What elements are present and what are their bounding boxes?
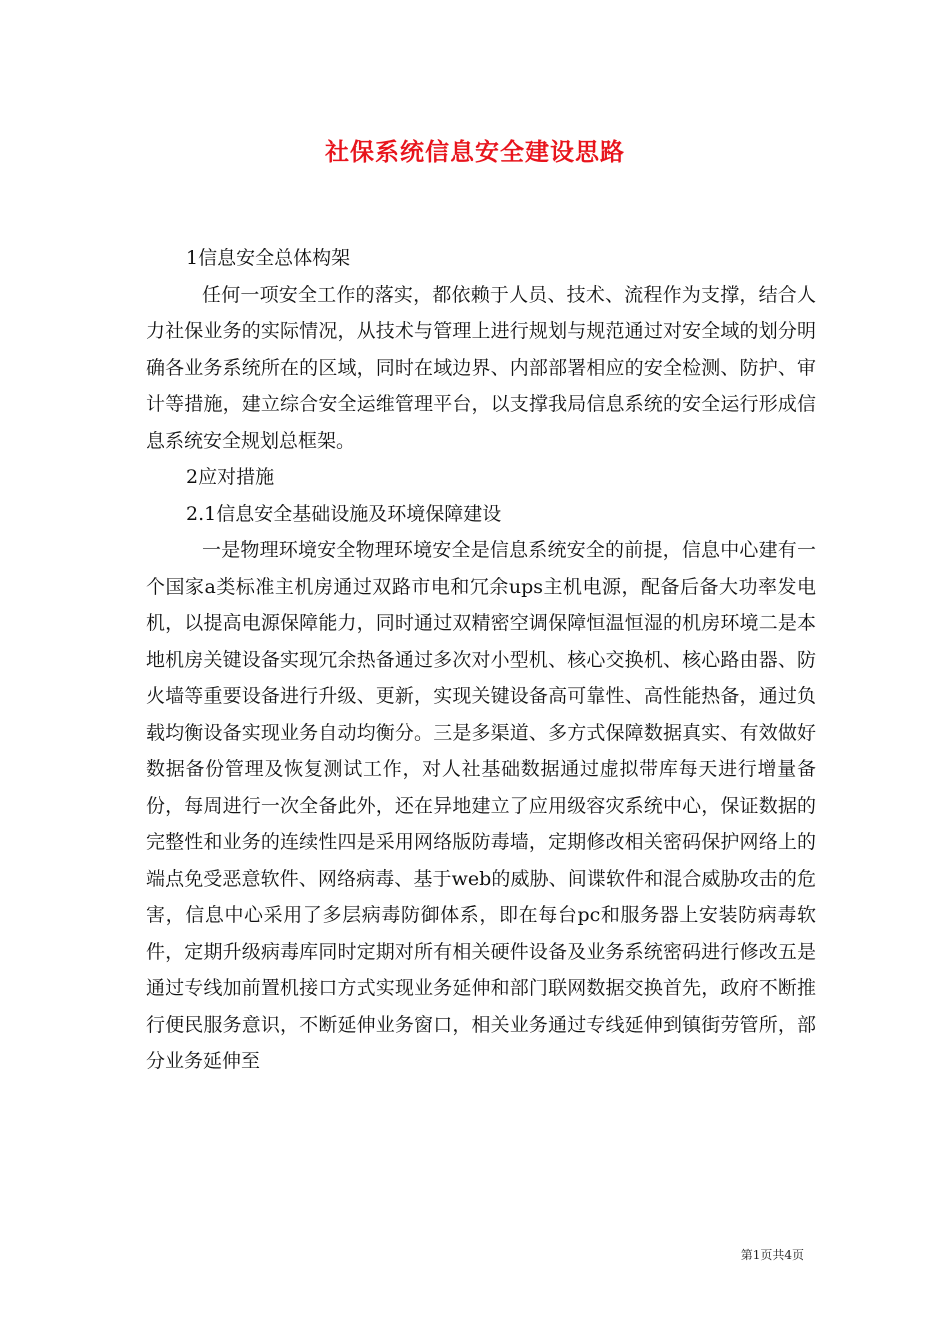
section-1-heading: 1信息安全总体构架 <box>186 247 351 269</box>
section-2-heading: 2应对措施 <box>186 466 275 488</box>
page-number: 第1页共4页 <box>740 1248 804 1262</box>
section-2-1-heading: 2.1信息安全基础设施及环境保障建设 <box>186 502 502 525</box>
section-2-1-paragraph: 一是物理环境安全物理环境安全是信息系统安全的前提，信息中心建有一个国家a类标准主机房通过双路市电和冗余ups主机电源，配备后备大功率发电机，以提高电源保障能力，同时通过双精密空调保障恒温恒湿的机房环境二是本地机房关键设备实现冗余热备通过多次对小型机、核心交换机、核心路由器、防火墙等重要设备进行升级、更新，实现关键设备高可靠性、高性能热备，通过负载均衡设备实现业务自动均衡分。三是多渠道、多方式保障数据真实、有效做好数据备份管理及恢复测试工作，对人社基础数据通过虚拟带库每天进行增量备份，每周进行一次全备此外，还在异地建立了应用级容灾系统中心，保证数据的完整性和业务的连续性四是采用网络版防毒墙，定期修改相关密码保护网络上的端点免受恶意软件、网络病毒、基于web的威胁、间谍软件和混合威胁攻击的危害，信息中心采用了多层病毒防御体系，即在每台pc和服务器上安装防病毒软件，定期升级病毒库同时定期对所有相关硬件设备及业务系统密码进行修改五是通过专线加前置机接口方式实现业务延伸和部门联网数据交换首先，政府不断推行便民服务意识，不断延伸业务窗口，相关业务通过专线延伸到镇街劳管所，部分业务延伸至 <box>146 539 816 1072</box>
document-body <box>146 240 816 1080</box>
document-title: 社保系统信息安全建设思路 <box>325 137 625 166</box>
section-1-paragraph: 任何一项安全工作的落实，都依赖于人员、技术、流程作为支撑，结合人力社保业务的实际情况，从技术与管理上进行规划与规范通过对安全域的划分明确各业务系统所在的区域，同时在域边界、内部部署相应的安全检测、防护、审计等措施，建立综合安全运维管理平台，以支撑我局信息系统的安全运行形成信息系统安全规划总框架。 <box>146 283 816 452</box>
